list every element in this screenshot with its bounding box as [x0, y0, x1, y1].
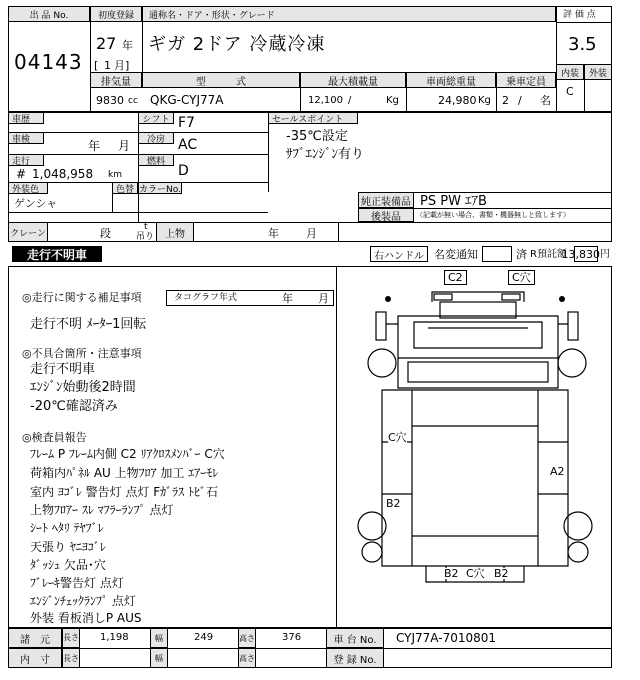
mileage-value: 1,048,958 [32, 167, 94, 181]
inspection-label: 車検 [8, 132, 44, 144]
ext-color-label: 外装色 [8, 182, 48, 194]
diag-b2-bottom-right: B2 [494, 567, 509, 580]
inspector-line-1: ﾌﾚｰﾑ P ﾌﾚｰﾑ内側 C2 ﾘｱｸﾛｽﾒﾝﾊﾞｰ C穴 [30, 447, 225, 461]
body-year: 年 [268, 227, 279, 240]
inspector-line-7: ﾀﾞｯｼｭ 欠品･穴 [30, 558, 106, 572]
accessory-label: 後装品 [358, 208, 414, 222]
recycle-value: 13,830 [561, 248, 600, 261]
defect-line-2: ｴﾝｼﾞﾝ始動後2時間 [30, 380, 136, 395]
accessory-note: （記載が無い場合、書類・機器無しと致します） [416, 211, 570, 219]
inspector-title: ◎検査員報告 [22, 431, 87, 444]
settled-mark: 済 [516, 248, 527, 261]
car-name: ギガ 2ドア 冷蔵冷凍 [148, 34, 326, 55]
inspector-line-4: 上物ﾌﾛｱｰ ｽﾚ ﾏﾌﾗｰﾗﾝﾌﾟ 点灯 [30, 503, 174, 517]
ac-value: AC [178, 137, 198, 153]
color-no-label: 色替 [112, 182, 138, 194]
sales-point-label: セールスポイント [268, 112, 358, 124]
inspector-line-6: 天張り ﾔﾆﾖｺﾞﾚ [30, 540, 106, 554]
name-change-label: 名変通知 [434, 248, 478, 261]
inspector-line-2: 荷箱内ﾊﾟﾈﾙ AU 上物ﾌﾛｱ 加工 ｴｱｰﾓﾚ [30, 466, 219, 480]
model-label: 型 式 [142, 72, 300, 88]
vin-value: CYJ77A-7010801 [396, 631, 497, 645]
history-label: 車歴 [8, 112, 44, 124]
crane-hang: 吊り [136, 232, 155, 242]
defect-line-1: 走行不明車 [30, 362, 96, 377]
diag-c-hole-side: C穴 [388, 431, 407, 444]
height-value: 376 [282, 632, 302, 643]
car-name-label: 通称名・ドア・形状・グレード [142, 6, 556, 22]
gvw-label: 車両総重量 [406, 72, 496, 88]
model-value: QKG-CYJ77A [150, 93, 224, 107]
tacho-year: 年 [282, 292, 293, 305]
inspector-line-9: ｴﾝｼﾞﾝﾁｪｯｸﾗﾝﾌﾟ 点灯 [30, 594, 136, 608]
diag-b2-left: B2 [386, 497, 401, 510]
defect-line-3: -20℃確認済み [30, 399, 118, 414]
width-label: 幅 [150, 628, 168, 648]
equipment-value: PS PW ｴｱB [420, 194, 487, 209]
diag-c-hole-bottom: C穴 [466, 567, 485, 580]
ext-color-value: ゲンシャ [14, 197, 58, 210]
handle-value: 右ハンドル [370, 246, 428, 262]
running-title: ◎走行に関する補足事項 [22, 291, 142, 304]
reg-label: 登 録 No. [326, 648, 384, 668]
displacement-value: 9830 [96, 94, 124, 107]
recycle-unit: 円 [600, 249, 610, 260]
mileage-label: 走行 [8, 154, 44, 166]
max-load-sep: / [348, 95, 352, 106]
dims-label: 諸 元 [8, 628, 62, 648]
crane-stage: 段 [100, 227, 111, 240]
sales-point-1: -35℃設定 [286, 129, 348, 144]
color-code-label: カラーNo. [138, 182, 182, 194]
max-load-label: 最大積載量 [300, 72, 406, 88]
gvw-value: 24,980 [438, 94, 477, 107]
inspector-line-3: 室内 ﾖｺﾞﾚ 警告灯 点灯 Fｶﾞﾗｽ ﾄﾋﾞ石 [30, 485, 218, 499]
mileage-unit: km [108, 170, 122, 180]
capacity-unit: 名 [540, 94, 551, 107]
body-label: 上物 [156, 222, 194, 242]
inner-length-label: 長さ [62, 648, 80, 668]
inspector-line-5: ｼｰﾄ ﾍﾀﾘ ﾃﾔﾌﾞﾚ [30, 521, 104, 535]
fuel-label: 燃料 [138, 154, 174, 166]
sales-point-2: ｻﾌﾞｴﾝｼﾞﾝ有り [286, 147, 365, 162]
recycle-label: R預託額 [530, 249, 567, 260]
inner-label: 内 寸 [8, 648, 62, 668]
diag-c-hole-top: C穴 [508, 270, 535, 285]
lot-number: 04143 [14, 50, 83, 74]
shift-label: シフト [138, 112, 174, 124]
width-value: 249 [194, 632, 214, 643]
gvw-unit: Kg [478, 95, 491, 106]
shift-value: F7 [178, 115, 195, 131]
name-change-box [482, 246, 512, 262]
height-label: 高さ [238, 628, 256, 648]
tacho-month: 月 [318, 292, 329, 305]
month-unit: 月] [114, 59, 130, 72]
inner-width-label: 幅 [150, 648, 168, 668]
inspection-month: 月 [118, 139, 131, 153]
ac-label: 冷房 [138, 132, 174, 144]
month-value: 1 [104, 59, 111, 72]
crane-label: クレーン [8, 222, 48, 242]
exterior-label: 外装 [584, 64, 612, 80]
diag-a2: A2 [550, 465, 565, 478]
capacity-value: 2 [502, 94, 509, 107]
defect-title: ◎不具合箇所・注意事項 [22, 347, 142, 360]
year-unit: 年 [122, 39, 133, 52]
vin-label: 車 台 No. [326, 628, 384, 648]
inspection-year: 年 [88, 139, 101, 153]
displacement-label: 排気量 [90, 72, 142, 88]
length-value: 1,198 [100, 632, 129, 643]
month-open: [ [94, 59, 99, 72]
inspector-line-10: 外装 看板消しP AUS [30, 611, 142, 625]
max-load-value: 12,100 [308, 95, 343, 106]
grade-value: 3.5 [568, 34, 597, 55]
status-badge: 走行不明車 [12, 246, 102, 262]
capacity-label: 乗車定員 [496, 72, 556, 88]
max-load-unit: Kg [386, 95, 399, 106]
interior-label: 内装 [556, 64, 584, 80]
diag-b2-bottom-left: B2 [444, 567, 459, 580]
crane-ton: t [144, 222, 148, 232]
capacity-sep: / [518, 94, 522, 107]
fuel-value: D [178, 163, 189, 179]
running-line-1: 走行不明 ﾒｰﾀｰ1回転 [30, 317, 147, 332]
mileage-hash: # [16, 167, 27, 181]
displacement-unit: cc [128, 96, 138, 106]
inspector-line-8: ﾌﾞﾚｰｷ警告灯 点灯 [30, 576, 124, 590]
year-value: 27 [96, 34, 117, 53]
body-month: 月 [306, 227, 317, 240]
equipment-label: 純正装備品 [358, 192, 414, 208]
diag-c2: C2 [444, 270, 467, 285]
lot-label: 出 品 No. [8, 6, 90, 22]
inner-height-label: 高さ [238, 648, 256, 668]
interior-value: C [566, 85, 574, 98]
grade-label: 評 価 点 [563, 10, 596, 20]
tacho-label: タコグラフ年式 [174, 293, 238, 303]
first-reg-label: 初度登録 [90, 6, 142, 22]
length-label: 長さ [62, 628, 80, 648]
